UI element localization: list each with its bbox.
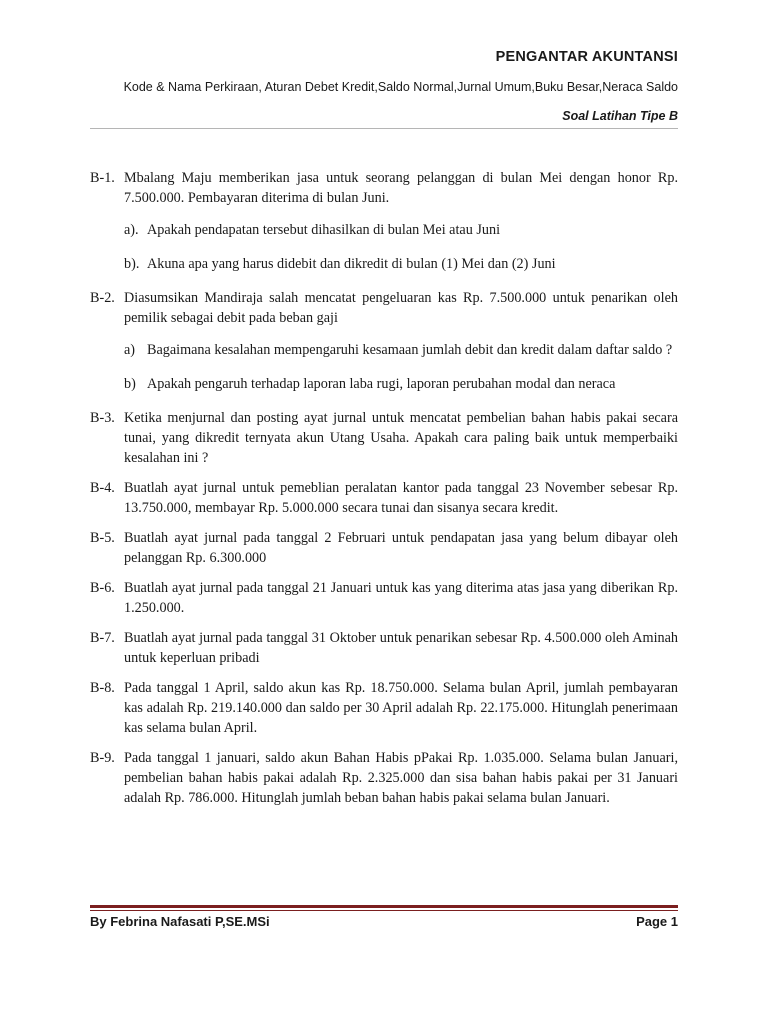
- question-body: [124, 528, 678, 568]
- question-item: [90, 628, 678, 668]
- sub-question-text: Apakah pengaruh terhadap laporan laba rugi, laporan perubahan modal dan neraca: [147, 376, 616, 392]
- sub-question: [124, 220, 678, 240]
- sub-question: [124, 374, 678, 394]
- sub-question-text: Akuna apa yang harus didebit dan dikredit di bulan (1) Mei dan (2) Juni: [147, 256, 556, 272]
- question-item: [90, 748, 678, 808]
- sub-question-label: a).: [124, 222, 139, 238]
- question-text: Pada tanggal 1 April, saldo akun kas Rp. 18.750.000. Selama bulan April, jumlah pembayaran kas adalah Rp. 219.140.000 dan saldo per 30 April adalah Rp. 22.175.000. Hitunglah penerimaan kas selama bulan April.: [124, 680, 678, 736]
- question-item: [90, 678, 678, 738]
- document-subtitle: Kode & Nama Perkiraan, Aturan Debet Kredit,Saldo Normal,Jurnal Umum,Buku Besar,Neraca Saldo: [123, 80, 678, 94]
- question-text: Buatlah ayat jurnal pada tanggal 31 Oktober untuk penarikan sebesar Rp. 4.500.000 oleh Aminah untuk keperluan pribadi: [124, 630, 678, 666]
- question-text: Diasumsikan Mandiraja salah mencatat pengeluaran kas Rp. 7.500.000 untuk penarikan oleh pemilik sebagai debit pada beban gaji: [124, 290, 678, 326]
- question-body: [124, 288, 678, 398]
- question-body: [124, 168, 678, 278]
- question-number: B-5.: [90, 530, 115, 546]
- question-number: B-7.: [90, 630, 115, 646]
- question-body: [124, 478, 678, 518]
- question-number: B-1.: [90, 170, 115, 186]
- sub-question-text: Bagaimana kesalahan mempengaruhi kesamaan jumlah debit dan kredit dalam daftar saldo ?: [147, 342, 673, 358]
- footer-divider: [90, 905, 678, 908]
- sub-question-label: a): [124, 342, 136, 358]
- question-body: [124, 578, 678, 618]
- sub-question-text: Apakah pendapatan tersebut dihasilkan di bulan Mei atau Juni: [147, 222, 501, 238]
- question-item: [90, 288, 678, 398]
- page-number: Page 1: [636, 914, 678, 929]
- question-item: [90, 478, 678, 518]
- question-text: Pada tanggal 1 januari, saldo akun Bahan Habis pPakai Rp. 1.035.000. Selama bulan Januari, pembelian bahan habis pakai adalah Rp. 2.325.000 dan sisa bahan habis pakai per 31 Januari adalah Rp. 786.000. Hitunglah jumlah beban bahan habis pakai selama bulan Januari.: [124, 750, 678, 806]
- sub-question: [124, 254, 678, 274]
- question-number: B-3.: [90, 410, 115, 426]
- question-item: [90, 168, 678, 278]
- question-item: [90, 578, 678, 618]
- question-text: Mbalang Maju memberikan jasa untuk seorang pelanggan di bulan Mei dengan honor Rp. 7.500.000. Pembayaran diterima di bulan Juni.: [124, 170, 678, 206]
- sub-question-label: b).: [124, 256, 140, 272]
- question-item: [90, 528, 678, 568]
- question-item: [90, 408, 678, 468]
- question-number: B-9.: [90, 750, 115, 766]
- question-text: Ketika menjurnal dan posting ayat jurnal untuk mencatat pembelian bahan habis pakai secara tunai, yang dikredit ternyata akun Utang Usaha. Apakah cara paling baik untuk memperbaiki kesalahan ini ?: [124, 410, 678, 466]
- question-body: [124, 408, 678, 468]
- sub-question: [124, 340, 678, 360]
- footer-divider-thin: [90, 910, 678, 911]
- question-text: Buatlah ayat jurnal pada tanggal 2 Februari untuk pendapatan jasa yang belum dibayar oleh pelanggan Rp. 6.300.000: [124, 530, 678, 566]
- question-text: Buatlah ayat jurnal pada tanggal 21 Januari untuk kas yang diterima atas jasa yang diberikan Rp. 1.250.000.: [124, 580, 678, 616]
- question-body: [124, 628, 678, 668]
- question-body: [124, 678, 678, 738]
- question-number: B-4.: [90, 480, 115, 496]
- header-divider: [90, 128, 678, 129]
- document-tag: Soal Latihan Tipe B: [562, 109, 678, 123]
- sub-question-label: b): [124, 376, 136, 392]
- question-number: B-8.: [90, 680, 115, 696]
- document-title: PENGANTAR AKUNTANSI: [495, 49, 678, 65]
- question-body: [124, 748, 678, 808]
- question-number: B-6.: [90, 580, 115, 596]
- question-number: B-2.: [90, 290, 115, 306]
- question-list: [90, 168, 678, 818]
- footer-author: By Febrina Nafasati P,SE.MSi: [90, 914, 270, 929]
- question-text: Buatlah ayat jurnal untuk pemeblian peralatan kantor pada tanggal 23 November sebesar Rp. 13.750.000, membayar Rp. 5.000.000 secara tunai dan sisanya secara kredit.: [124, 480, 678, 516]
